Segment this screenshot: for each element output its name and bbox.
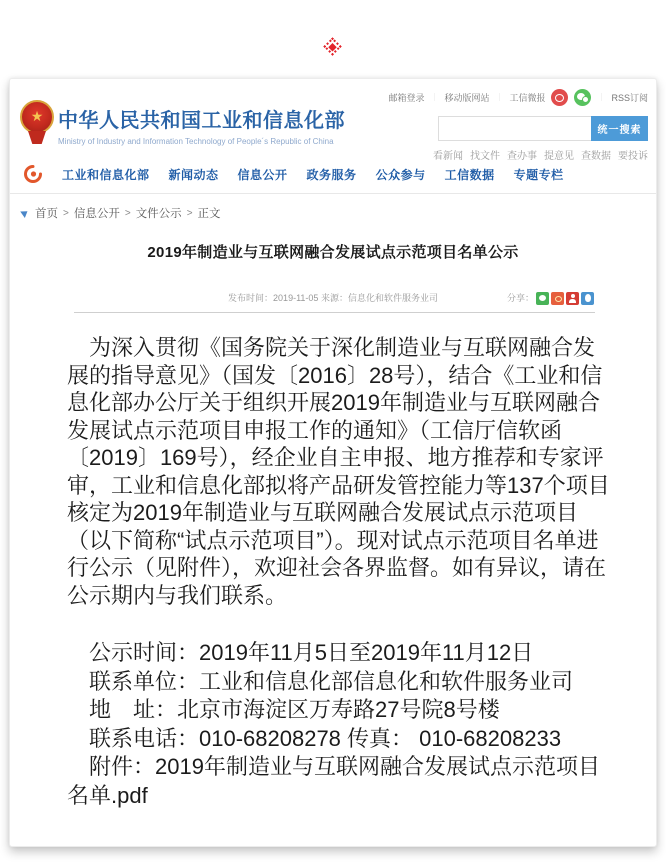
nav-item-public-participation[interactable]: 公众参与	[375, 167, 426, 182]
site-title: 中华人民共和国工业和信息化部	[58, 110, 345, 132]
weibo-icon[interactable]	[551, 89, 568, 106]
share-renren-icon[interactable]	[566, 292, 579, 305]
contact-block	[67, 639, 614, 810]
nav-item-news[interactable]: 新闻动态	[168, 167, 219, 182]
meta-divider	[74, 312, 595, 313]
breadcrumb-file-notice[interactable]: 文件公示	[135, 208, 182, 220]
nav-item-miit-data[interactable]: 工信数据	[444, 167, 495, 182]
emblem-circle-icon	[20, 100, 54, 134]
search-input[interactable]	[438, 116, 591, 141]
breadcrumb-separator: >	[124, 207, 131, 219]
quick-link-services[interactable]: 查办事	[507, 151, 537, 162]
contact-unit-line: 联系单位：工业和信息化部信息化和软件服务业司	[89, 668, 574, 694]
publish-time: 发布时间：2019-11-05	[228, 293, 319, 303]
wechat-icon[interactable]	[574, 89, 591, 106]
swirl-gear-icon	[23, 164, 43, 184]
breadcrumb-separator: >	[186, 207, 193, 219]
quick-link-news[interactable]: 看新闻	[433, 151, 463, 162]
breadcrumb-arrow-icon	[20, 208, 30, 218]
share-wechat-icon[interactable]	[536, 292, 549, 305]
divider: ｜	[430, 93, 439, 102]
share-qq-icon[interactable]	[581, 292, 594, 305]
miit-weibo-label[interactable]: 工信微报	[509, 93, 546, 103]
main-nav	[23, 164, 564, 184]
divider: ｜	[597, 93, 606, 102]
breadcrumb-current: 正文	[197, 208, 221, 220]
divider: ｜	[495, 93, 504, 102]
search-bar	[438, 116, 648, 141]
quick-link-complaint[interactable]: 要投诉	[618, 151, 648, 162]
content-card	[9, 78, 657, 847]
unified-search-button[interactable]: 统一搜索	[591, 116, 648, 141]
mobile-site-link[interactable]: 移动版网站	[444, 93, 490, 103]
red-diamond-icon	[323, 37, 341, 55]
nav-item-gov-services[interactable]: 政务服务	[306, 167, 357, 182]
article-body	[67, 334, 614, 609]
address-line: 地 址：北京市海淀区万寿路27号院8号楼	[89, 697, 500, 722]
top-utility-links	[388, 89, 648, 106]
article-paragraph: 为深入贯彻《国务院关于深化制造业与互联网融合发展的指导意见》（国发〔2016〕28号），结合《工业和信息化部办公厅关于组织开展2019年制造业与互联网融合发展试点示范项目申报工作的通知》（工信厅信软函〔2019〕169号），经企业自主申报、地方推荐和专家评审，工业和信息化部拟将产品研发管控能力等137个项目核定为2019年制造业与互联网融合发展试点示范项目（以下简称“试点示范项目”）。现对试点示范项目名单进行公示（见附件），欢迎社会各界监督。如有异议，请在公示期内与我们联系。	[67, 335, 610, 608]
quick-link-files[interactable]: 找文件	[470, 151, 500, 162]
site-logo-text	[58, 104, 345, 146]
share-bar	[507, 291, 594, 305]
nav-item-special-topics[interactable]: 专题专栏	[513, 167, 564, 182]
breadcrumb-home[interactable]: 首页	[35, 208, 58, 220]
page-title: 2019年制造业与互联网融合发展试点示范项目名单公示	[147, 244, 519, 261]
nav-divider	[10, 193, 656, 194]
national-emblem-logo	[20, 100, 54, 152]
red-diamond-inner	[328, 42, 336, 50]
share-weibo-icon[interactable]	[551, 292, 564, 305]
phone-fax-line: 联系电话：010-68208278 传真： 010-68208233	[89, 725, 562, 751]
share-label: 分享：	[506, 293, 534, 303]
star-icon: ★	[30, 108, 44, 124]
nav-item-miit[interactable]: 工业和信息化部	[62, 167, 150, 182]
notice-period-line: 公示时间：2019年11月5日至2019年11月12日	[89, 640, 534, 665]
mail-login-link[interactable]: 邮箱登录	[388, 93, 425, 103]
breadcrumb-separator: >	[63, 207, 69, 219]
breadcrumb	[20, 205, 221, 221]
quick-link-data[interactable]: 查数据	[581, 151, 611, 162]
attachment-pdf-link[interactable]: 附件：2019年制造业与互联网融合发展试点示范项目名单.pdf	[67, 754, 600, 808]
quick-link-suggest[interactable]: 提意见	[544, 151, 574, 162]
source: 来源：信息化和软件服务业司	[320, 293, 438, 303]
emblem-ribbon	[28, 131, 46, 144]
rss-link[interactable]: RSS订阅	[611, 93, 648, 103]
quick-links	[433, 147, 648, 162]
article-meta	[10, 291, 656, 307]
site-subtitle: Ministry of Industry and Information Technology of People´s Republic of China	[58, 137, 334, 146]
nav-item-info-disclosure[interactable]: 信息公开	[237, 167, 288, 182]
breadcrumb-info-disclosure[interactable]: 信息公开	[73, 208, 120, 220]
